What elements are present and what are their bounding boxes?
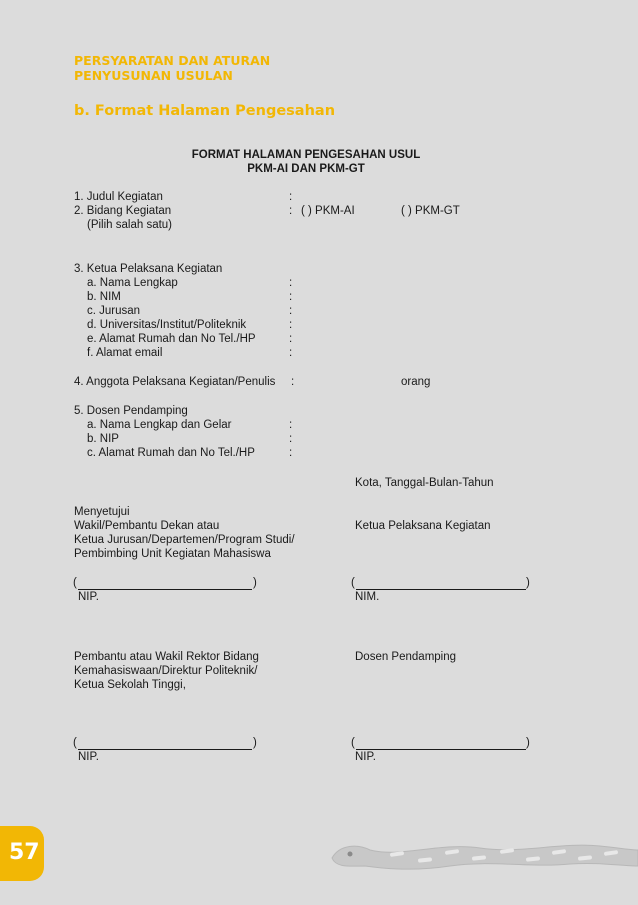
colon: : <box>289 305 293 317</box>
colon: : <box>289 319 293 331</box>
sign-paren-close: ) <box>526 577 530 589</box>
sign-paren-close: ) <box>253 577 257 589</box>
ketua-field: e. Alamat Rumah dan No Tel./HP <box>87 333 256 345</box>
dosen-field: b. NIP <box>87 433 119 445</box>
page-number: 57 <box>9 840 40 865</box>
signer-left2-line: Kemahasiswaan/Direktur Politeknik/ <box>74 665 258 677</box>
nip-label: NIP. <box>355 751 376 763</box>
sign-paren-close: ) <box>253 737 257 749</box>
sign-paren-open: ( <box>351 737 355 749</box>
item-ketua-label: 3. Ketua Pelaksana Kegiatan <box>74 263 223 275</box>
ketua-field: c. Jurusan <box>87 305 141 317</box>
signature-line <box>78 589 252 590</box>
item-anggota-label: 4. Anggota Pelaksana Kegiatan/Penulis <box>74 376 276 388</box>
signer-right2: Dosen Pendamping <box>355 651 457 663</box>
signature-line <box>356 589 526 590</box>
sign-paren-open: ( <box>73 577 77 589</box>
item-judul-label: 1. Judul Kegiatan <box>74 191 163 203</box>
sign-paren-close: ) <box>526 737 530 749</box>
snake-decoration-icon <box>330 836 638 876</box>
subsection-title: b. Format Halaman Pengesahan <box>74 103 336 119</box>
section-header-line1: PERSYARATAN DAN ATURAN <box>74 53 271 68</box>
colon: : <box>289 347 293 359</box>
item-bidang-label: 2. Bidang Kegiatan <box>74 205 172 217</box>
signer-left1-line: Ketua Jurusan/Departemen/Program Studi/ <box>74 534 295 546</box>
dosen-field: c. Alamat Rumah dan No Tel./HP <box>87 447 255 459</box>
signer-left2-line: Ketua Sekolah Tinggi, <box>74 679 186 691</box>
signer-left1-line: Wakil/Pembantu Dekan atau <box>74 520 220 532</box>
colon: : <box>289 291 293 303</box>
form-title-line2: PKM-AI DAN PKM-GT <box>247 163 365 175</box>
page-number-tab <box>0 826 44 881</box>
colon: : <box>289 277 293 289</box>
form-title-line1: FORMAT HALAMAN PENGESAHAN USUL <box>191 149 421 161</box>
option-pkm-gt: ( ) PKM-GT <box>401 205 460 217</box>
place-date: Kota, Tanggal-Bulan-Tahun <box>355 477 494 489</box>
approval-label: Menyetujui <box>74 506 130 518</box>
sign-paren-open: ( <box>73 737 77 749</box>
nip-label: NIP. <box>78 591 99 603</box>
signature-line <box>78 749 252 750</box>
section-header-line2: PENYUSUNAN USULAN <box>74 68 233 83</box>
signer-left2-line: Pembantu atau Wakil Rektor Bidang <box>74 651 259 663</box>
ketua-field: d. Universitas/Institut/Politeknik <box>87 319 247 331</box>
signature-line <box>356 749 526 750</box>
signer-right1: Ketua Pelaksana Kegiatan <box>355 520 491 532</box>
option-pkm-ai: ( ) PKM-AI <box>301 205 355 217</box>
colon: : <box>289 191 293 203</box>
colon: : <box>289 333 293 345</box>
nim-label: NIM. <box>355 591 380 603</box>
dosen-field: a. Nama Lengkap dan Gelar <box>87 419 232 431</box>
item-dosen-label: 5. Dosen Pendamping <box>74 405 188 417</box>
colon: : <box>289 205 293 217</box>
ketua-field: f. Alamat email <box>87 347 163 359</box>
anggota-unit: orang <box>401 376 431 388</box>
signer-left1-line: Pembimbing Unit Kegiatan Mahasiswa <box>74 548 271 560</box>
item-bidang-note: (Pilih salah satu) <box>87 219 173 231</box>
sign-paren-open: ( <box>351 577 355 589</box>
colon: : <box>289 419 293 431</box>
nip-label: NIP. <box>78 751 99 763</box>
colon: : <box>289 433 293 445</box>
colon: : <box>291 376 295 388</box>
ketua-field: a. Nama Lengkap <box>87 277 178 289</box>
ketua-field: b. NIM <box>87 291 121 303</box>
colon: : <box>289 447 293 459</box>
